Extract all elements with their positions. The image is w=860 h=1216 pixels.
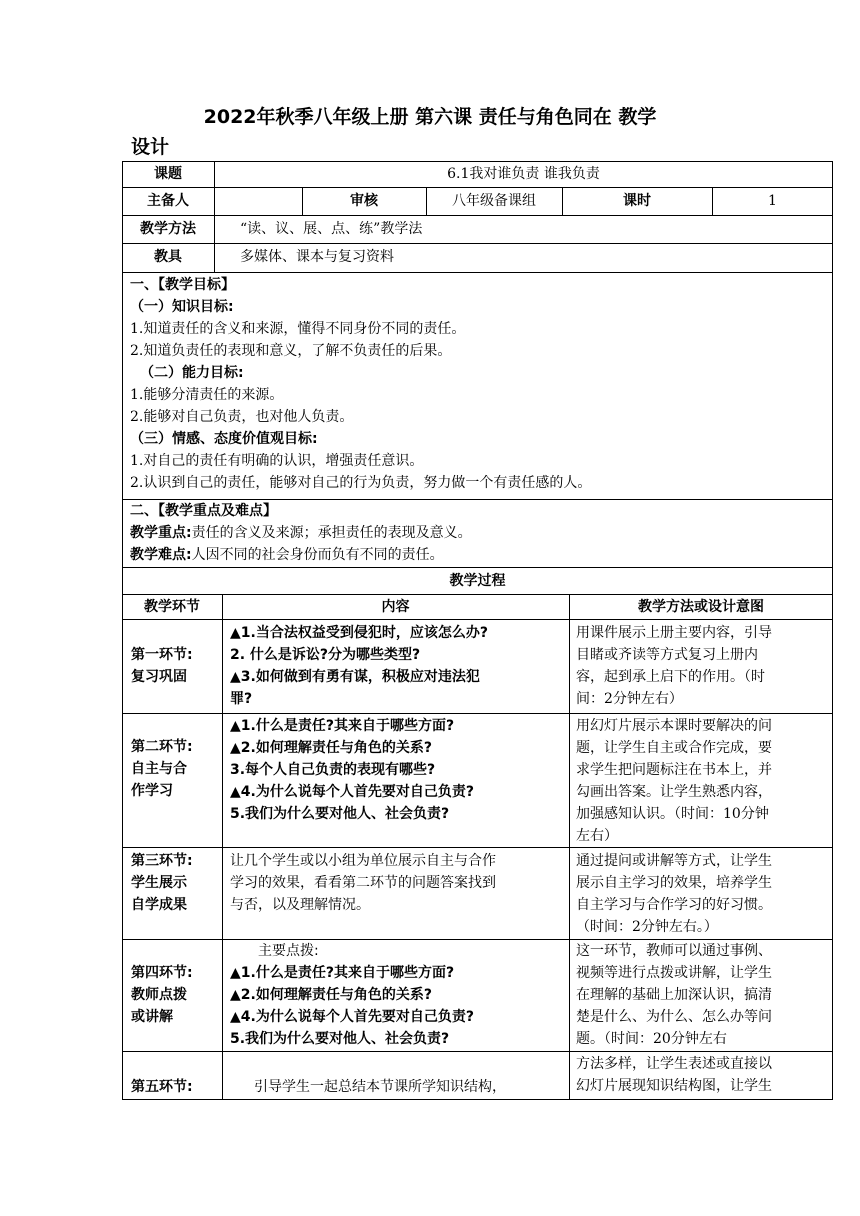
ability-item: 2.能够对自己负责，也对他人负责。 bbox=[130, 409, 354, 425]
knowledge-item: 1.知道责任的含义和来源，懂得不同身份不同的责任。 bbox=[130, 321, 466, 337]
content-1: ▲1.当合法权益受到侵犯时，应该怎么办? 2. 什么是诉讼?分为哪些类型? ▲3.如何做到有勇有谋，积极应对违法犯 罪? bbox=[230, 625, 488, 707]
emotion-item: 2.认识到自己的责任，能够对自己的行为负责，努力做一个有责任感的人。 bbox=[130, 475, 592, 491]
stage-4: 第四环节: 教师点拨 或讲解 bbox=[131, 965, 193, 1025]
topic-label: 课题 bbox=[154, 166, 182, 182]
content-3: 让几个学生或以小组为单位展示自主与合作 学习的效果，看看第二环节的问题答案找到 与否，以及理解情况。 bbox=[230, 853, 496, 913]
ability-heading: （二）能力目标: bbox=[140, 365, 244, 381]
reviewer-value: 八年级备课组 bbox=[452, 193, 536, 209]
preparer-label: 主备人 bbox=[147, 193, 189, 209]
method-value: “读、议、展、点、练”教学法 bbox=[240, 221, 423, 237]
stage-5: 第五环节: bbox=[131, 1079, 193, 1095]
emotion-item: 1.对自己的责任有明确的认识，增强责任意识。 bbox=[130, 453, 424, 469]
method-3: 通过提问或讲解等方式，让学生 展示自主学习的效果，培养学生 自主学习与合作学习的好习惯。 （时间：2分钟左右。） bbox=[576, 853, 772, 935]
reviewer-label: 审核 bbox=[350, 193, 378, 209]
process-heading: 教学过程 bbox=[449, 573, 506, 589]
tools-value: 多媒体、课本与复习资料 bbox=[240, 249, 394, 265]
key-points-heading: 二、【教学重点及难点】 bbox=[130, 503, 277, 519]
col-method-header: 教学方法或设计意图 bbox=[638, 599, 764, 615]
col-content-header: 内容 bbox=[381, 599, 410, 615]
stage-1: 第一环节: 复习巩固 bbox=[131, 647, 193, 685]
hours-label: 课时 bbox=[623, 193, 651, 209]
method-1: 用课件展示上册主要内容，引导 目睹或齐读等方式复习上册内 容，起到承上启下的作用。（时 间：2分钟左右） bbox=[576, 625, 772, 707]
key-points-section bbox=[130, 500, 830, 566]
focus-text: 责任的含义及来源；承担责任的表现及意义。 bbox=[191, 525, 472, 541]
content-5: 引导学生一起总结本节课所学知识结构， bbox=[254, 1079, 506, 1095]
stage-3: 第三环节: 学生展示 自学成果 bbox=[131, 853, 193, 913]
focus-label: 教学重点: bbox=[130, 525, 192, 541]
emotion-heading: （三）情感、态度价值观目标: bbox=[130, 431, 318, 447]
col-stage-header: 教学环节 bbox=[144, 599, 200, 615]
document-title-line1: 2022年秋季八年级上册 第六课 责任与角色同在 教学 bbox=[203, 106, 657, 128]
difficulty-text: 人因不同的社会身份而负有不同的责任。 bbox=[191, 547, 444, 563]
topic-value: 6.1我对谁负责 谁我负责 bbox=[447, 166, 600, 182]
method-2: 用幻灯片展示本课时要解决的问 题，让学生自主或合作完成，要 求学生把问题标注在书本上，并 勾画出答案。让学生熟悉内容， 加强感知认识。（时间：10分钟 左右） bbox=[576, 718, 772, 844]
hours-value: 1 bbox=[768, 193, 777, 209]
stage-2: 第二环节: 自主与合 作学习 bbox=[131, 739, 193, 799]
method-label: 教学方法 bbox=[140, 221, 196, 237]
objectives-section bbox=[130, 274, 830, 494]
tools-label: 教具 bbox=[154, 249, 182, 265]
knowledge-item: 2.知道负责任的表现和意义，了解不负责任的后果。 bbox=[130, 343, 452, 359]
objectives-heading: 一、【教学目标】 bbox=[130, 277, 235, 293]
document-title-line2: 设计 bbox=[131, 136, 170, 158]
difficulty-label: 教学难点: bbox=[130, 547, 192, 563]
method-4: 这一环节，教师可以通过事例、 视频等进行点拨或讲解，让学生 在理解的基础上加深认识，搞清 楚是什么、为什么、怎么办等问 题。（时间：20分钟左右 bbox=[576, 943, 772, 1047]
knowledge-heading: （一）知识目标: bbox=[130, 299, 234, 315]
method-5: 方法多样，让学生表述或直接以 幻灯片展现知识结构图，让学生 bbox=[576, 1056, 772, 1094]
ability-item: 1.能够分清责任的来源。 bbox=[130, 387, 284, 403]
content-4: 主要点拨: ▲1.什么是责任?其来自于哪些方面? ▲2.如何理解责任与角色的关系? ▲4.为什么说每个人首先要对自己负责? 5.我们为什么要对他人、社会负责? bbox=[230, 943, 474, 1047]
content-2: ▲1.什么是责任?其来自于哪些方面? ▲2.如何理解责任与角色的关系? 3.每个人自己负责的表现有哪些? ▲4.为什么说每个人首先要对自己负责? 5.我们为什么要对他人、社会负责? bbox=[230, 718, 474, 822]
